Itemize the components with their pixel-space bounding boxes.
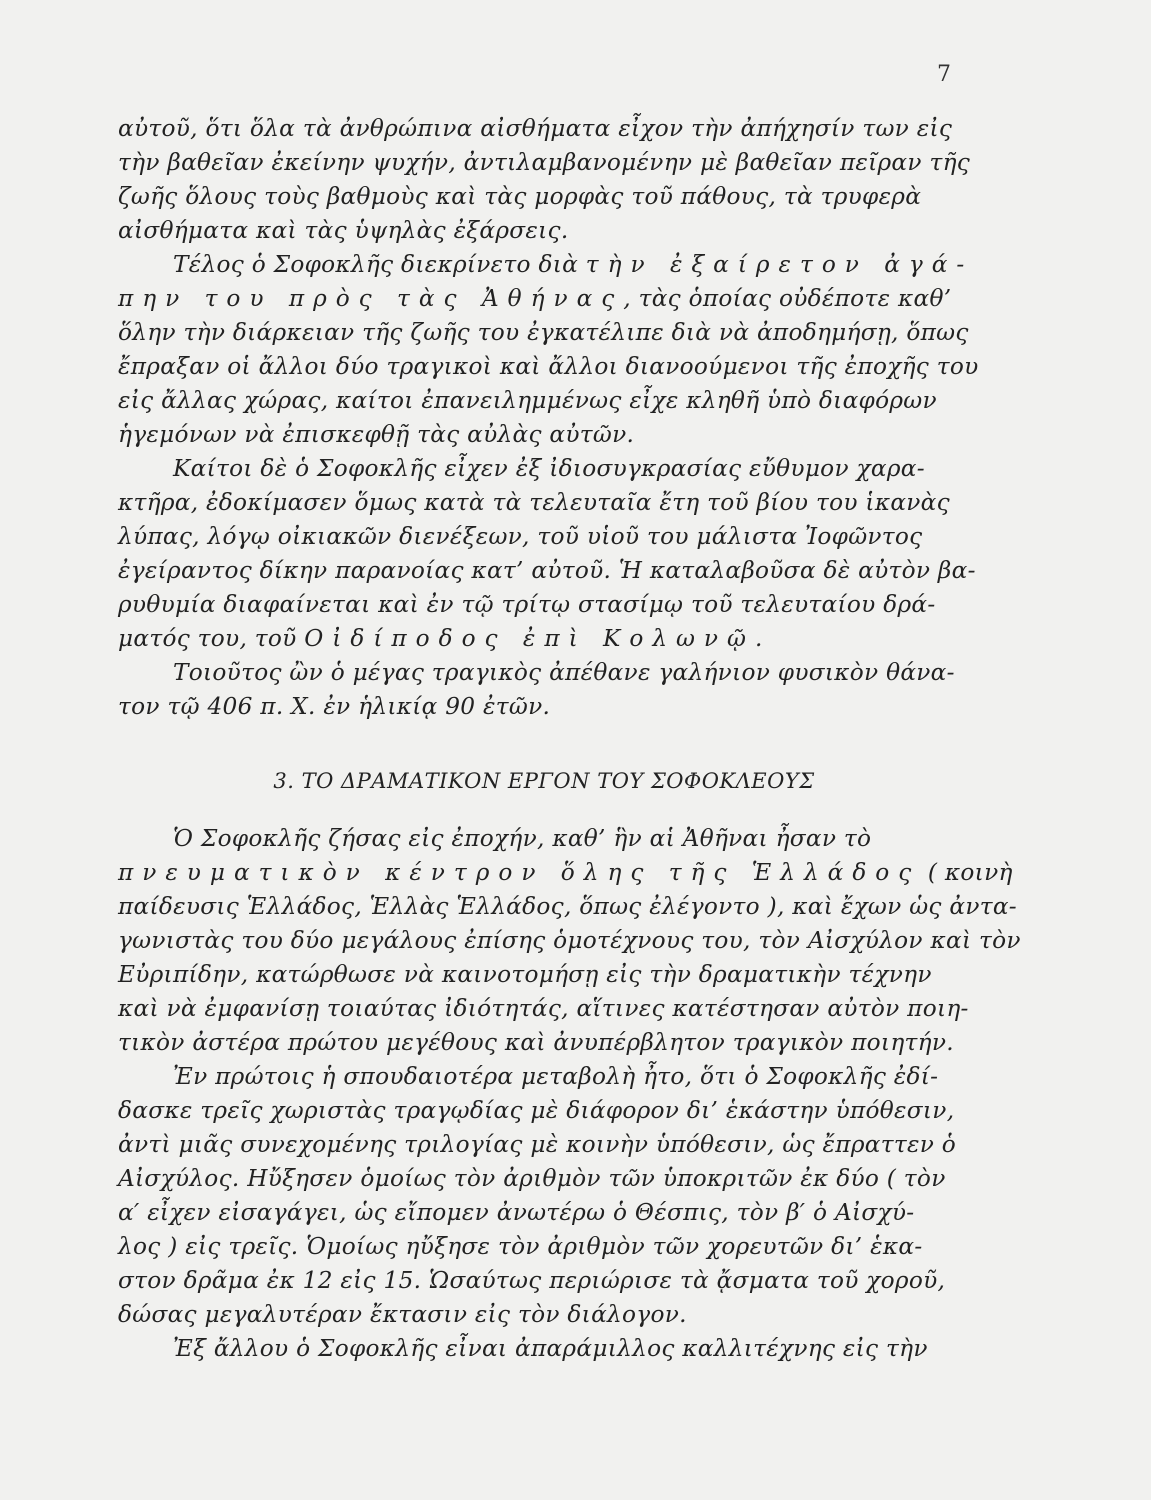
paragraph: [118, 248, 979, 452]
text-line: ἡγεμόνων νὰ ἐπισκεφθῇ τὰς αὐλὰς αὐτῶν.: [118, 421, 635, 448]
text-line: ζωῆς ὅλους τοὺς βαθμοὺς καὶ τὰς μορφὰς τοῦ πάθους, τὰ τρυφερὰ: [118, 183, 922, 210]
text-line: γωνιστὰς του δύο μεγάλους ἐπίσης ὁμοτέχνους του, τὸν Αἰσχύλον καὶ τὸν: [118, 927, 1021, 954]
text-line: λύπας, λόγῳ οἰκιακῶν διενέξεων, τοῦ υἱοῦ του μάλιστα Ἰοφῶντος: [118, 523, 923, 550]
text-line: καὶ νὰ ἐμφανίσῃ τοιαύτας ἰδιότητάς, αἵτινες κατέστησαν αὐτὸν ποιη-: [118, 995, 969, 1022]
section-heading: 3. ΤΟ ΔΡΑΜΑΤΙΚΟΝ ΕΡΓΟΝ ΤΟΥ ΣΟΦΟΚΛΕΟΥΣ: [273, 769, 815, 793]
paragraph: [118, 656, 960, 724]
text-line: ἐγείραντος δίκην παρανοίας κατ’ αὐτοῦ. Ἡ καταλαβοῦσα δὲ αὐτὸν βα-: [118, 557, 976, 584]
text-line: αἰσθήματα καὶ τὰς ὑψηλὰς ἐξάρσεις.: [118, 217, 569, 244]
text-segment: Τέλος ὁ Σοφοκλῆς διεκρίνετο διὰ: [173, 251, 586, 278]
text-line: τικὸν ἀστέρα πρώτου μεγέθους καὶ ἀνυπέρβλητον τραγικὸν ποιητήν.: [118, 1029, 954, 1056]
text-line: αὐτοῦ, ὅτι ὅλα τὰ ἀνθρώπινα αἰσθήματα εἶχον τὴν ἀπήχησίν των εἰς: [118, 115, 953, 142]
text-line: Καίτοι δὲ ὁ Σοφοκλῆς εἶχεν ἐξ ἰδιοσυγκρασίας εὔθυμον χαρα-: [173, 455, 925, 482]
emphasis-spaced: τὴν ἐξαίρετον ἀγά-: [585, 251, 974, 278]
text-line: εἰς ἄλλας χώρας, καίτοι ἐπανειλημμένως εἶχε κληθῆ ὑπὸ διαφόρων: [118, 387, 937, 414]
text-line: δασκε τρεῖς χωριστὰς τραγῳδίας μὲ διάφορον δι’ ἑκάστην ὑπόθεσιν,: [118, 1097, 955, 1124]
text-segment: .: [754, 625, 763, 652]
text-line: α′ εἶχεν εἰσαγάγει, ὡς εἴπομεν ἀνωτέρω ὁ Θέσπις, τὸν β′ ὁ Αἰσχύ-: [118, 1199, 915, 1226]
text-line: [118, 622, 960, 656]
text-line: ἀντὶ μιᾶς συνεχομένης τριλογίας μὲ κοινὴν ὑπόθεσιν, ὡς ἔπραττεν ὁ: [118, 1131, 957, 1158]
body-text: [118, 112, 1021, 1366]
text-line: [118, 248, 974, 282]
paragraph: [118, 822, 1021, 1060]
text-segment: , τὰς ὁποίας οὐδέποτε καθ’: [623, 285, 952, 312]
text-line: Τοιοῦτος ὢν ὁ μέγας τραγικὸς ἀπέθανε γαλήνιον φυσικὸν θάνα-: [173, 659, 955, 686]
text-line: Ὁ Σοφοκλῆς ζήσας εἰς ἐποχήν, καθ’ ἣν αἱ Ἀθῆναι ἦσαν τὸ: [173, 825, 872, 852]
text-line: ρυθυμία διαφαίνεται καὶ ἐν τῷ τρίτῳ στασίμῳ τοῦ τελευταίου δρά-: [118, 591, 936, 618]
text-line: Εὐριπίδην, κατώρθωσε νὰ καινοτομήσῃ εἰς τὴν δραματικὴν τέχνην: [118, 961, 932, 988]
text-line: τὴν βαθεῖαν ἐκείνην ψυχήν, ἀντιλαμβανομένην μὲ βαθεῖαν πεῖραν τῆς: [118, 149, 971, 176]
text-line: ὅλην τὴν διάρκειαν τῆς ζωῆς του ἐγκατέλιπε διὰ νὰ ἀποδημήσῃ, ὅπως: [118, 319, 969, 346]
text-line: [118, 856, 1013, 890]
paragraph: [118, 112, 971, 248]
text-line: [118, 282, 960, 316]
text-line: Αἰσχύλος. Ηὔξησεν ὁμοίως τὸν ἀριθμὸν τῶν ὑποκριτῶν ἐκ δύο ( τὸν: [118, 1165, 946, 1192]
page-number: 7: [937, 62, 951, 87]
emphasis-spaced: Οἰδίποδος ἐπὶ Κολωνῷ: [304, 625, 755, 652]
text-line: ἔπραξαν οἱ ἄλλοι δύο τραγικοὶ καὶ ἄλλοι διανοούμενοι τῆς ἐποχῆς του: [118, 353, 979, 380]
text-line: κτῆρα, ἐδοκίμασεν ὅμως κατὰ τὰ τελευταῖα ἔτη τοῦ βίου του ἱκανὰς: [118, 489, 950, 516]
text-line: Ἐν πρώτοις ἡ σπουδαιοτέρα μεταβολὴ ἦτο, ὅτι ὁ Σοφοκλῆς ἐδί-: [173, 1063, 939, 1090]
paragraph: [118, 1332, 960, 1366]
text-segment: ( κοινὴ: [920, 859, 1013, 886]
emphasis-spaced: πνευματικὸν κέντρον ὅλης τῆς Ἑλλάδος: [118, 859, 921, 886]
paragraph: [118, 1060, 960, 1332]
text-line: τον τῷ 406 π. Χ. ἐν ἡλικίᾳ 90 ἐτῶν.: [118, 693, 551, 720]
paragraph: [118, 452, 976, 656]
text-line: παίδευσις Ἑλλάδος, Ἑλλὰς Ἑλλάδος, ὅπως ἐλέγοντο ), καὶ ἔχων ὡς ἀντα-: [118, 893, 1017, 920]
text-line: δώσας μεγαλυτέραν ἔκτασιν εἰς τὸν διάλογον.: [118, 1301, 687, 1328]
text-line: στον δρᾶμα ἐκ 12 εἰς 15. Ὡσαύτως περιώρισε τὰ ᾄσματα τοῦ χοροῦ,: [118, 1267, 946, 1294]
text-segment: ματός του, τοῦ: [118, 625, 305, 652]
text-line: λος ) εἰς τρεῖς. Ὁμοίως ηὔξησε τὸν ἀριθμὸν τῶν χορευτῶν δι’ ἑκα-: [118, 1233, 923, 1260]
text-line: Ἐξ ἄλλου ὁ Σοφοκλῆς εἶναι ἀπαράμιλλος καλλιτέχνης εἰς τὴν: [173, 1335, 928, 1362]
emphasis-spaced: πην του πρὸς τὰς Ἀθήνας: [118, 285, 624, 312]
